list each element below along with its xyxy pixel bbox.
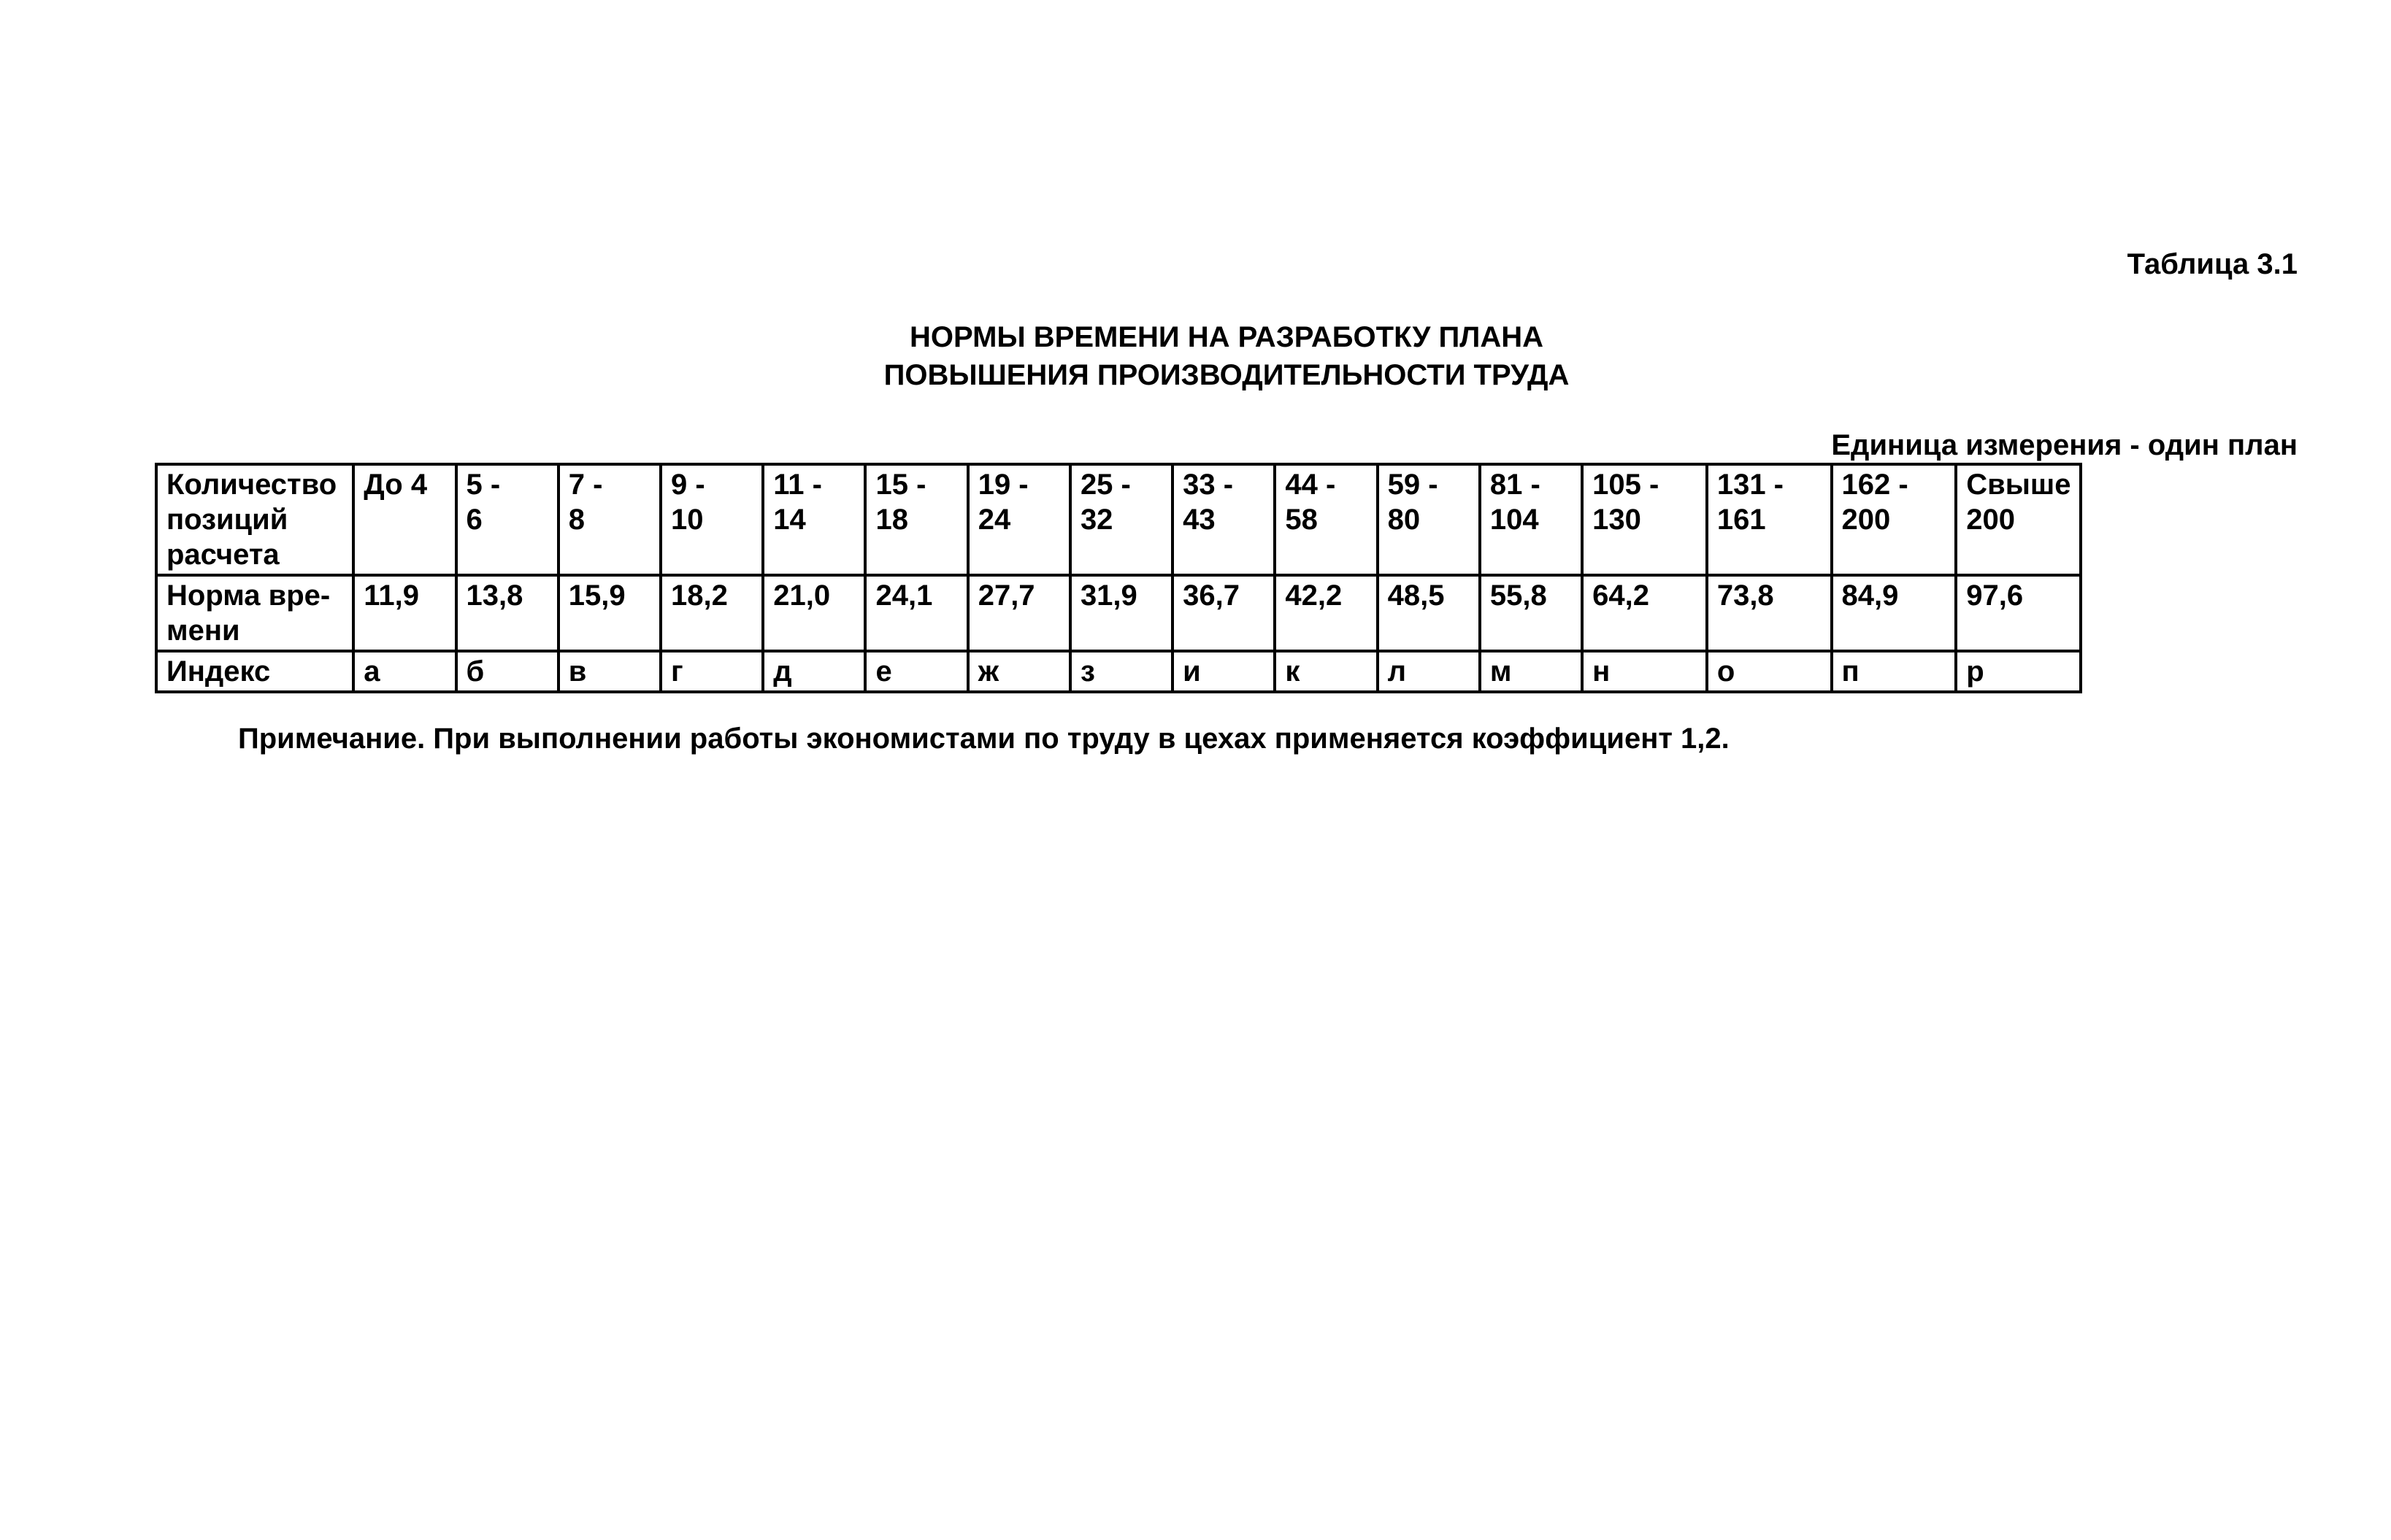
title-line-1: НОРМЫ ВРЕМЕНИ НА РАЗРАБОТКУ ПЛАНА (910, 321, 1543, 353)
row-header-index: Индекс (156, 651, 353, 692)
table-row-positions (156, 464, 2081, 575)
table-cell: 9 - 10 (661, 464, 763, 575)
table-cell: к (1275, 651, 1377, 692)
table-row-index (156, 651, 2081, 692)
table-cell: 13,8 (456, 575, 559, 651)
table-cell: 64,2 (1582, 575, 1707, 651)
table-cell: 162 - 200 (1832, 464, 1957, 575)
table-cell: 131 - 161 (1707, 464, 1832, 575)
table-cell: 59 - 80 (1378, 464, 1480, 575)
table-cell: 36,7 (1173, 575, 1275, 651)
table-cell: л (1378, 651, 1480, 692)
table-cell: з (1070, 651, 1173, 692)
table-cell: 21,0 (763, 575, 865, 651)
row-header-time-norm: Норма вре- мени (156, 575, 353, 651)
table-cell: 42,2 (1275, 575, 1377, 651)
table-cell: п (1832, 651, 1957, 692)
row-header-positions: Количество позиций расчета (156, 464, 353, 575)
table-cell: в (559, 651, 661, 692)
table-cell: 18,2 (661, 575, 763, 651)
table-cell: 81 - 104 (1480, 464, 1582, 575)
table-cell: 33 - 43 (1173, 464, 1275, 575)
table-cell: 105 - 130 (1582, 464, 1707, 575)
table-cell: д (763, 651, 865, 692)
table-cell: 31,9 (1070, 575, 1173, 651)
table-cell: 97,6 (1956, 575, 2081, 651)
table-cell: 5 - 6 (456, 464, 559, 575)
table-cell: 84,9 (1832, 575, 1957, 651)
table-cell: 27,7 (968, 575, 1070, 651)
table-cell: 15 - 18 (865, 464, 967, 575)
time-norms-table (155, 463, 2082, 693)
table-cell: и (1173, 651, 1275, 692)
table-cell: р (1956, 651, 2081, 692)
table-note: Примечание. При выполнении работы экономистами по труду в цехах применяется коэффициент 1,2. (238, 723, 1730, 755)
table-cell: г (661, 651, 763, 692)
table-cell: 19 - 24 (968, 464, 1070, 575)
table-cell: а (353, 651, 456, 692)
table-cell: 48,5 (1378, 575, 1480, 651)
table-cell: е (865, 651, 967, 692)
table-cell: м (1480, 651, 1582, 692)
table-cell: о (1707, 651, 1832, 692)
table-cell: б (456, 651, 559, 692)
table-cell: 73,8 (1707, 575, 1832, 651)
table-cell: 7 - 8 (559, 464, 661, 575)
table-cell: 25 - 32 (1070, 464, 1173, 575)
document-title (0, 318, 2391, 394)
unit-of-measure: Единица измерения - один план (1831, 429, 2298, 461)
table-cell: 24,1 (865, 575, 967, 651)
table-cell: ж (968, 651, 1070, 692)
table-cell: 44 - 58 (1275, 464, 1377, 575)
table-cell: 55,8 (1480, 575, 1582, 651)
table-cell: н (1582, 651, 1707, 692)
table-cell: Свыше 200 (1956, 464, 2081, 575)
table-cell: До 4 (353, 464, 456, 575)
table-number-label: Таблица 3.1 (2127, 248, 2298, 280)
table-cell: 11,9 (353, 575, 456, 651)
table-row-time-norm (156, 575, 2081, 651)
table-cell: 11 - 14 (763, 464, 865, 575)
title-line-2: ПОВЫШЕНИЯ ПРОИЗВОДИТЕЛЬНОСТИ ТРУДА (883, 359, 1570, 391)
table-cell: 15,9 (559, 575, 661, 651)
